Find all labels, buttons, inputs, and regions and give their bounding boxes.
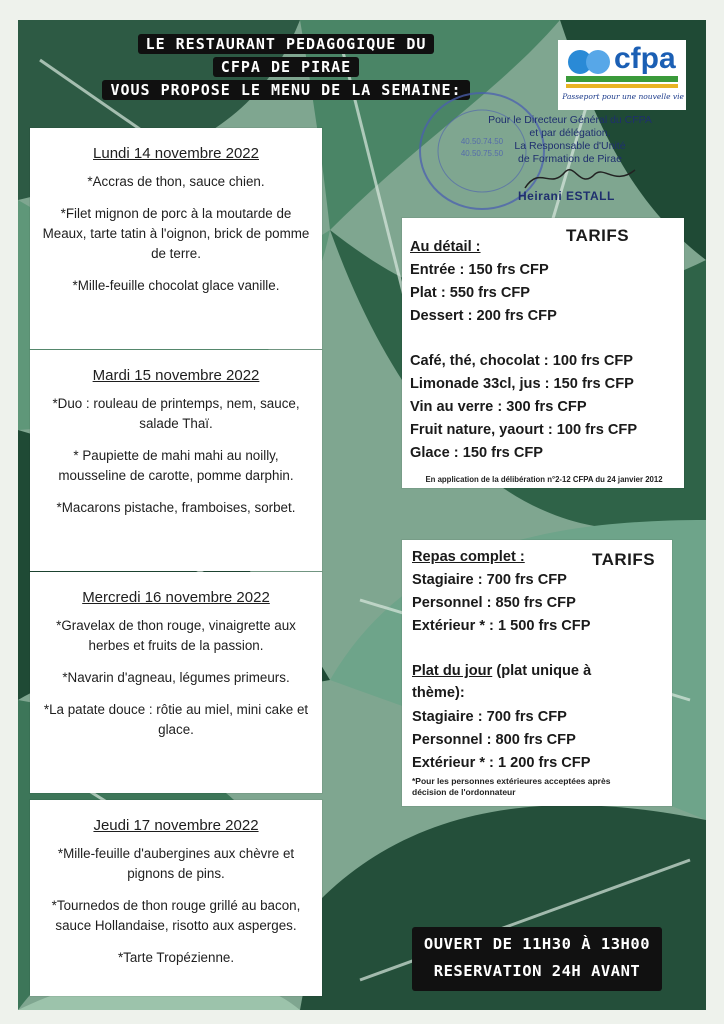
tarifs-subheading: Au détail :	[410, 239, 481, 255]
price-fruit: Fruit nature, yaourt : 100 frs CFP	[410, 422, 638, 438]
dish-plat: * Paupiette de mahi mahi au noilly, mousseline de carotte, pomme darphin.	[58, 448, 294, 483]
signature-line-2: et par délégation,	[529, 127, 611, 139]
banner-line-2: CFPA DE PIRAE	[213, 57, 359, 77]
signature-line-3: La Responsable d'Unité	[514, 140, 626, 152]
price-stagiaire: Stagiaire : 700 frs CFP	[412, 572, 567, 588]
svg-text:40.50.75.50: 40.50.75.50	[460, 149, 504, 158]
price-plat: Plat : 550 frs CFP	[410, 285, 531, 301]
day-title: Mercredi 16 novembre 2022	[82, 589, 270, 606]
opening-hours	[412, 927, 662, 991]
day-title: Lundi 14 novembre 2022	[93, 145, 259, 162]
repas-subheading: Repas complet :	[412, 549, 525, 565]
price-personnel: Personnel : 850 frs CFP	[412, 595, 576, 611]
opening-line-2: RESERVATION 24H AVANT	[433, 962, 641, 980]
signature-block	[470, 114, 670, 166]
plat-du-jour-label: Plat du jour	[412, 663, 493, 679]
dish-dessert: *Tarte Tropézienne.	[117, 950, 235, 965]
day-title: Mardi 15 novembre 2022	[92, 367, 260, 384]
banner-line-1: LE RESTAURANT PEDAGOGIQUE DU	[138, 34, 435, 54]
menu-card-jeudi	[30, 800, 322, 996]
dish-plat: *Filet mignon de porc à la moutarde de Meaux, tarte tatin à l'oignon, brick de pomme de terre.	[42, 206, 310, 261]
dish-entree: *Gravelax de thon rouge, vinaigrette aux herbes et fruits de la passion.	[56, 618, 296, 653]
day-title: Jeudi 17 novembre 2022	[93, 817, 259, 834]
price-jour-exterieur: Extérieur * : 1 200 frs CFP	[412, 755, 591, 771]
dish-plat: *Tournedos de thon rouge grillé au bacon, sauce Hollandaise, risotto aux asperges.	[51, 898, 301, 933]
price-entree: Entrée : 150 frs CFP	[410, 262, 549, 278]
price-dessert: Dessert : 200 frs CFP	[410, 308, 557, 324]
tarifs-detail-card	[402, 218, 684, 488]
tarifs-repas-card	[402, 540, 672, 806]
price-glace: Glace : 150 frs CFP	[410, 445, 544, 461]
dish-dessert: *La patate douce : rôtie au miel, mini cake et glace.	[43, 702, 309, 737]
dish-entree: *Duo : rouleau de printemps, nem, sauce, salade Thaï.	[52, 396, 300, 431]
price-vin: Vin au verre : 300 frs CFP	[410, 399, 587, 415]
signature-line-1: Pour le Directeur Général du CFPA	[488, 114, 652, 126]
banner-line-3: VOUS PROPOSE LE MENU DE LA SEMAINE:	[102, 80, 469, 100]
svg-text:40.50.74.50: 40.50.74.50	[460, 137, 504, 146]
signature-name: Heirani ESTALL	[518, 189, 615, 203]
dish-entree: *Mille-feuille d'aubergines aux chèvre et pignons de pins.	[57, 846, 295, 881]
menu-card-mardi	[30, 350, 322, 571]
dish-dessert: *Mille-feuille chocolat glace vanille.	[72, 278, 280, 293]
logo-brand: cfpa	[614, 42, 676, 75]
dish-plat: *Navarin d'agneau, légumes primeurs.	[62, 670, 290, 685]
tarifs-heading: TARIFS	[592, 550, 656, 569]
price-limonade: Limonade 33cl, jus : 150 frs CFP	[410, 376, 634, 392]
cfpa-logo	[558, 40, 686, 110]
signature-line-4: de Formation de Pirae	[518, 153, 622, 165]
tarifs-heading: TARIFS	[566, 226, 630, 245]
menu-card-lundi	[30, 128, 322, 349]
price-jour-personnel: Personnel : 800 frs CFP	[412, 732, 576, 748]
price-boissons-chaudes: Café, thé, chocolat : 100 frs CFP	[410, 353, 634, 369]
dish-dessert: *Macarons pistache, framboises, sorbet.	[56, 500, 296, 515]
opening-line-1: OUVERT DE 11H30 À 13H00	[423, 935, 651, 953]
price-exterieur: Extérieur * : 1 500 frs CFP	[412, 618, 591, 634]
price-jour-stagiaire: Stagiaire : 700 frs CFP	[412, 709, 567, 725]
plat-du-jour-desc: (plat unique à thème):	[412, 663, 592, 701]
repas-note: *Pour les personnes extérieures acceptées après décision de l'ordonnateur	[412, 776, 611, 797]
menu-card-mercredi	[30, 572, 322, 793]
tarifs-note: En application de la délibération n°2-12 CFPA du 24 janvier 2012	[425, 475, 663, 484]
dish-entree: *Accras de thon, sauce chien.	[87, 174, 265, 189]
logo-tagline: Passeport pour une nouvelle vie	[562, 92, 684, 101]
